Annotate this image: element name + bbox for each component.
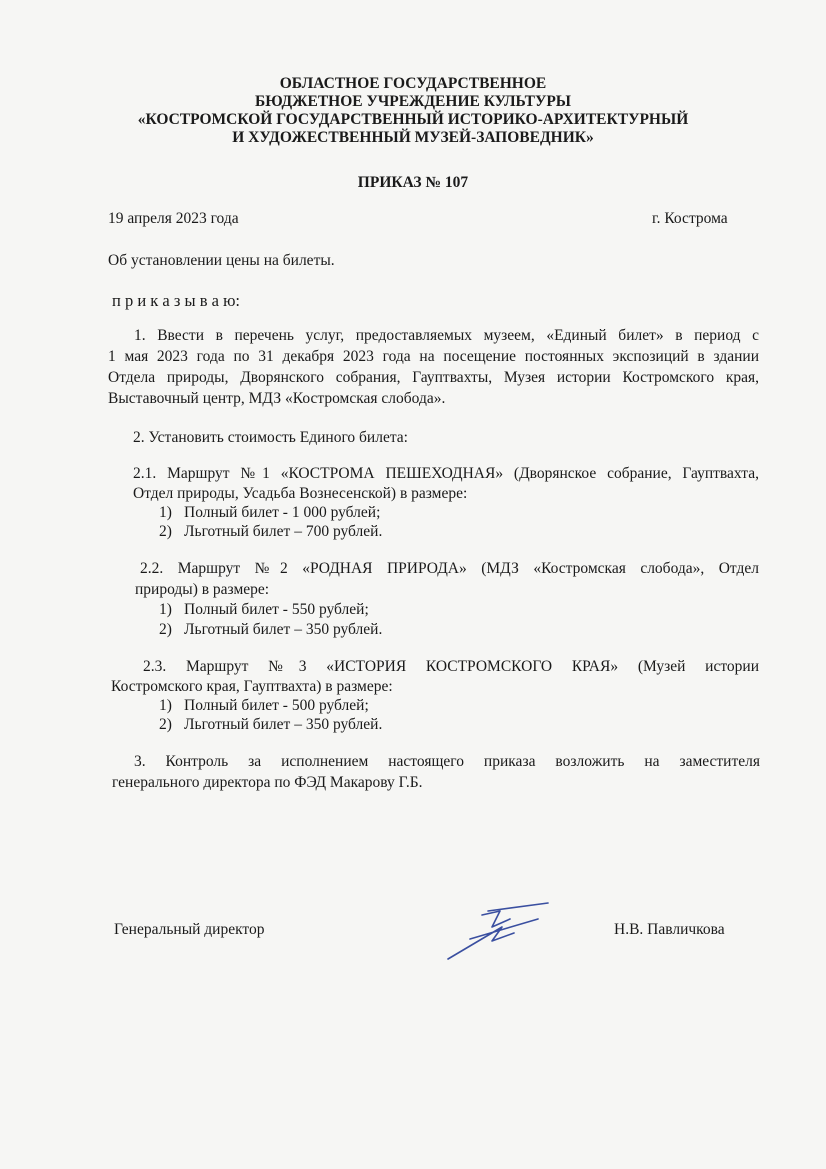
org-name-line-4: И ХУДОЖЕСТВЕННЫЙ МУЗЕЙ-ЗАПОВЕДНИК»: [232, 129, 594, 146]
item3-line-2: генерального директора по ФЭД Макарову Г.Б.: [112, 774, 423, 791]
order-city: г. Кострома: [652, 210, 728, 227]
route1-price-2: Льготный билет – 700 рублей.: [184, 523, 383, 540]
route1-line-1: 2.1. Маршрут №1 «КОСТРОМА ПЕШЕХОДНАЯ» (Дворянское собрание, Гауптвахта,: [133, 465, 759, 482]
item1-line-3: Отдела природы, Дворянского собрания, Гауптвахты, Музея истории Костромского края,: [108, 369, 759, 386]
route2-price-2-number: 2): [159, 621, 172, 638]
item2-text: 2. Установить стоимость Единого билета:: [133, 429, 408, 446]
route2-price-1: Полный билет - 550 рублей;: [184, 601, 369, 618]
route2-line-2: природы) в размере:: [135, 581, 270, 598]
item3-line-1: 3. Контроль за исполнением настоящего приказа возложить на заместителя: [134, 753, 760, 770]
route3-line-2: Костромского края, Гауптвахта) в размере:: [111, 678, 393, 695]
handwritten-signature: [440, 897, 555, 963]
order-title: ПРИКАЗ № 107: [357, 174, 469, 191]
order-date: 19 апреля 2023 года: [108, 210, 239, 227]
order-subject: Об установлении цены на билеты.: [108, 252, 335, 269]
org-name-line-3: «КОСТРОМСКОЙ ГОСУДАРСТВЕННЫЙ ИСТОРИКО-АРХИТЕКТУРНЫЙ: [137, 111, 689, 128]
route2-price-2: Льготный билет – 350 рублей.: [184, 621, 383, 638]
item1-line-2: 1 мая 2023 года по 31 декабря 2023 года на посещение постоянных экспозиций в здании: [108, 348, 759, 365]
signatory-name: Н.В. Павличкова: [614, 921, 725, 938]
route1-line-2: Отдел природы, Усадьба Вознесенской) в размере:: [133, 485, 468, 502]
route1-price-2-number: 2): [159, 523, 172, 540]
route3-line-1: 2.3. Маршрут №3 «ИСТОРИЯ КОСТРОМСКОГО КРАЯ» (Музей истории: [143, 658, 759, 675]
route2-line-1: 2.2. Маршрут №2 «РОДНАЯ ПРИРОДА» (МДЗ «Костромская слобода», Отдел: [140, 560, 759, 577]
item1-line-4: Выставочный центр, МДЗ «Костромская слобода».: [108, 390, 446, 407]
route3-price-2: Льготный билет – 350 рублей.: [184, 716, 383, 733]
route1-price-1: Полный билет - 1 000 рублей;: [184, 504, 381, 521]
route1-price-1-number: 1): [159, 504, 172, 521]
signatory-position: Генеральный директор: [114, 921, 265, 938]
route3-price-1-number: 1): [159, 697, 172, 714]
route3-price-2-number: 2): [159, 716, 172, 733]
route2-price-1-number: 1): [159, 601, 172, 618]
route3-price-1: Полный билет - 500 рублей;: [184, 697, 369, 714]
item1-line-1: 1. Ввести в перечень услуг, предоставляемых музеем, «Единый билет» в период с: [134, 327, 759, 344]
order-command: п р и к а з ы в а ю:: [112, 291, 241, 310]
org-name-line-2: БЮДЖЕТНОЕ УЧРЕЖДЕНИЕ КУЛЬТУРЫ: [254, 93, 572, 110]
org-name-line-1: ОБЛАСТНОЕ ГОСУДАРСТВЕННОЕ: [279, 75, 547, 92]
